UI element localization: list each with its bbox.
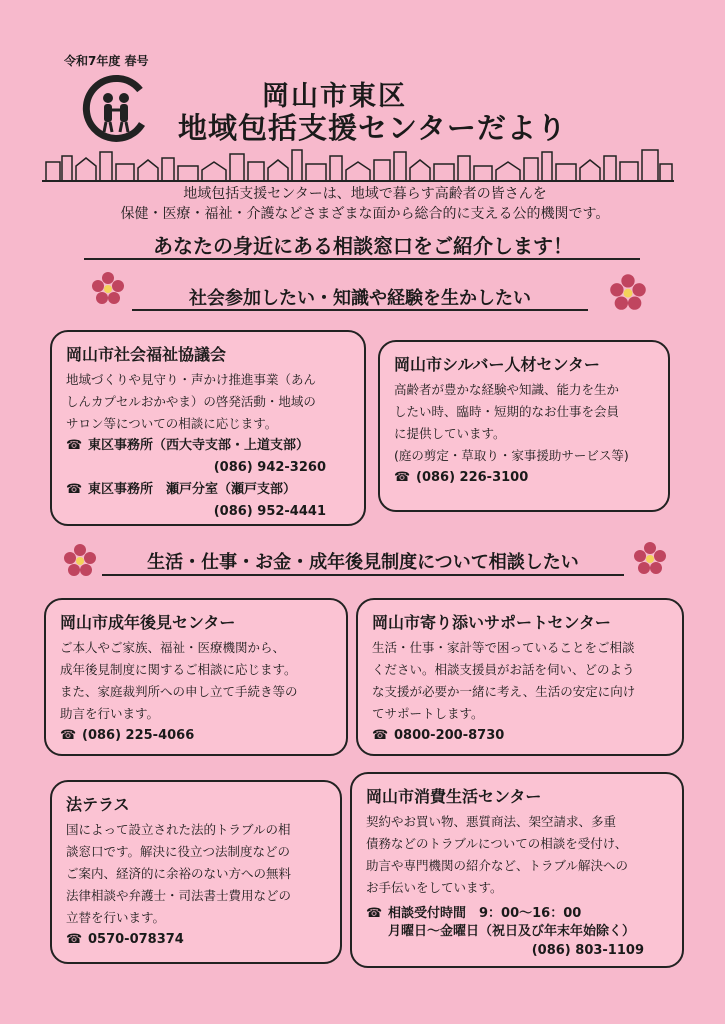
card-body-line: お手伝いをしています。 bbox=[366, 880, 503, 895]
card-body-line: 助言や専門機関の紹介など、トラブル解決への bbox=[366, 858, 629, 873]
section-heading-life: 生活・仕事・お金・成年後見制度について相談したい bbox=[147, 552, 579, 573]
phone-icon: ☎ bbox=[372, 728, 389, 743]
card-body-line: 立替を行います。 bbox=[66, 910, 166, 925]
card-body-line: ご本人やご家族、福祉・医療機関から、 bbox=[60, 640, 286, 655]
phone-icon: ☎ bbox=[66, 932, 83, 947]
phone-icon: ☎ bbox=[66, 438, 83, 453]
card-body-line: 談窓口です。解決に役立つ法制度などの bbox=[66, 844, 291, 859]
office-name: 東区事務所（西大寺支部・上道支部） bbox=[88, 438, 310, 453]
card-body bbox=[372, 637, 670, 725]
office-contact bbox=[372, 725, 670, 747]
phone-number: (086) 225-4066 bbox=[82, 728, 195, 743]
card-title: 岡山市寄り添いサポートセンター bbox=[372, 613, 611, 632]
hours-text: 相談受付時間 9：00～16：00 bbox=[388, 906, 582, 921]
card-body-line: 法律相談や弁護士・司法書士費用などの bbox=[66, 888, 292, 903]
phone-icon: ☎ bbox=[394, 470, 411, 485]
card-body-line: サロン等についての相談に応じます。 bbox=[66, 416, 278, 431]
phone-number: (086) 226-3100 bbox=[416, 470, 529, 485]
card-title: 岡山市成年後見センター bbox=[60, 613, 236, 632]
card-body bbox=[66, 819, 328, 929]
card-body-line: 生活・仕事・家計等で困っていることをご相談 bbox=[372, 640, 635, 655]
card-adult-guardianship bbox=[44, 598, 348, 756]
issue-label: 令和7年度 春号 bbox=[64, 54, 149, 68]
consultation-days: 月曜日～金曜日（祝日及び年末年始除く） bbox=[388, 924, 636, 939]
card-silver-human-resources bbox=[378, 340, 670, 512]
newsletter-title-line2: 地域包括支援センターだより bbox=[178, 111, 567, 145]
section-underline bbox=[132, 309, 588, 311]
office-contact bbox=[394, 467, 656, 489]
flower-icon bbox=[62, 542, 98, 578]
headline-underline bbox=[84, 258, 640, 260]
card-title: 岡山市シルバー人材センター bbox=[394, 355, 600, 374]
card-title: 法テラス bbox=[66, 795, 130, 814]
card-body-line: 債務などのトラブルについての相談を受付け、 bbox=[366, 836, 628, 851]
card-body bbox=[394, 379, 656, 467]
card-body-line: 高齢者が豊かな経験や知識、能力を生か bbox=[394, 382, 620, 397]
phone-icon: ☎ bbox=[66, 482, 83, 497]
office-contact bbox=[60, 725, 334, 747]
phone-number: 0570-078374 bbox=[88, 932, 184, 947]
office-contact bbox=[66, 479, 352, 501]
card-body-line: ください。相談支援員がお話を伺い、どのよう bbox=[372, 662, 635, 677]
card-body-line: したい時、臨時・短期的なお仕事を会員 bbox=[394, 404, 620, 419]
card-body-line: ご案内、経済的に余裕のない方への無料 bbox=[66, 866, 292, 881]
card-houterasu bbox=[50, 780, 342, 964]
phone-icon: ☎ bbox=[60, 728, 77, 743]
flower-icon bbox=[632, 540, 668, 576]
flower-icon bbox=[90, 270, 126, 306]
phone-number: (086) 952-4441 bbox=[213, 504, 326, 519]
office-contact bbox=[66, 929, 328, 951]
card-consumer-center bbox=[350, 772, 684, 968]
card-title: 岡山市社会福祉協議会 bbox=[66, 345, 227, 364]
headline: あなたの身近にある相談窓口をご紹介します！ bbox=[153, 234, 573, 258]
card-body-line: (庭の剪定・草取り・家事援助サービス等) bbox=[394, 448, 629, 463]
center-logo-icon bbox=[80, 72, 152, 144]
phone-icon: ☎ bbox=[366, 906, 383, 921]
card-body-line: 国によって設立された法的トラブルの相 bbox=[66, 822, 291, 837]
phone-number: (086) 942-3260 bbox=[213, 460, 326, 475]
card-body bbox=[60, 637, 334, 725]
town-skyline-illustration bbox=[42, 148, 674, 182]
card-body-line: 成年後見制度に関するご相談に応じます。 bbox=[60, 662, 297, 677]
card-body-line: 契約やお買い物、悪質商法、架空請求、多重 bbox=[366, 814, 617, 829]
card-body-line: また、家庭裁判所への申し立て手続き等の bbox=[60, 684, 298, 699]
newsletter-title-line1: 岡山市東区 bbox=[262, 81, 407, 112]
office-contact bbox=[66, 435, 352, 457]
card-social-welfare-council bbox=[50, 330, 366, 526]
card-title: 岡山市消費生活センター bbox=[366, 787, 542, 806]
card-support-center bbox=[356, 598, 684, 756]
consultation-hours bbox=[366, 905, 670, 923]
section-heading-social: 社会参加したい・知識や経験を生かしたい bbox=[189, 288, 531, 309]
intro-line-1: 地域包括支援センターは、地域で暮らす高齢者の皆さんを bbox=[183, 186, 547, 202]
card-body-line: しんカプセルおかやま）の啓発活動・地域の bbox=[66, 394, 316, 409]
card-body-line: 助言を行います。 bbox=[60, 706, 160, 721]
section-underline bbox=[102, 574, 624, 576]
phone-number: 0800-200-8730 bbox=[394, 728, 505, 743]
office-name: 東区事務所 瀬戸分室（瀬戸支部） bbox=[88, 482, 297, 497]
phone-number: (086) 803-1109 bbox=[531, 943, 644, 958]
card-body bbox=[366, 811, 670, 899]
intro-line-2: 保健・医療・福祉・介護などさまざまな面から総合的に支える公的機関です。 bbox=[120, 206, 610, 222]
flower-icon bbox=[608, 272, 648, 312]
card-body-line: な支援が必要か一緒に考え、生活の安定に向け bbox=[372, 684, 636, 699]
card-body-line: てサポートします。 bbox=[372, 706, 484, 721]
intro-text bbox=[60, 184, 670, 224]
card-body bbox=[66, 369, 352, 435]
card-body-line: 地域づくりや見守り・声かけ推進事業（あん bbox=[66, 372, 317, 387]
card-body-line: に提供しています。 bbox=[394, 426, 506, 441]
